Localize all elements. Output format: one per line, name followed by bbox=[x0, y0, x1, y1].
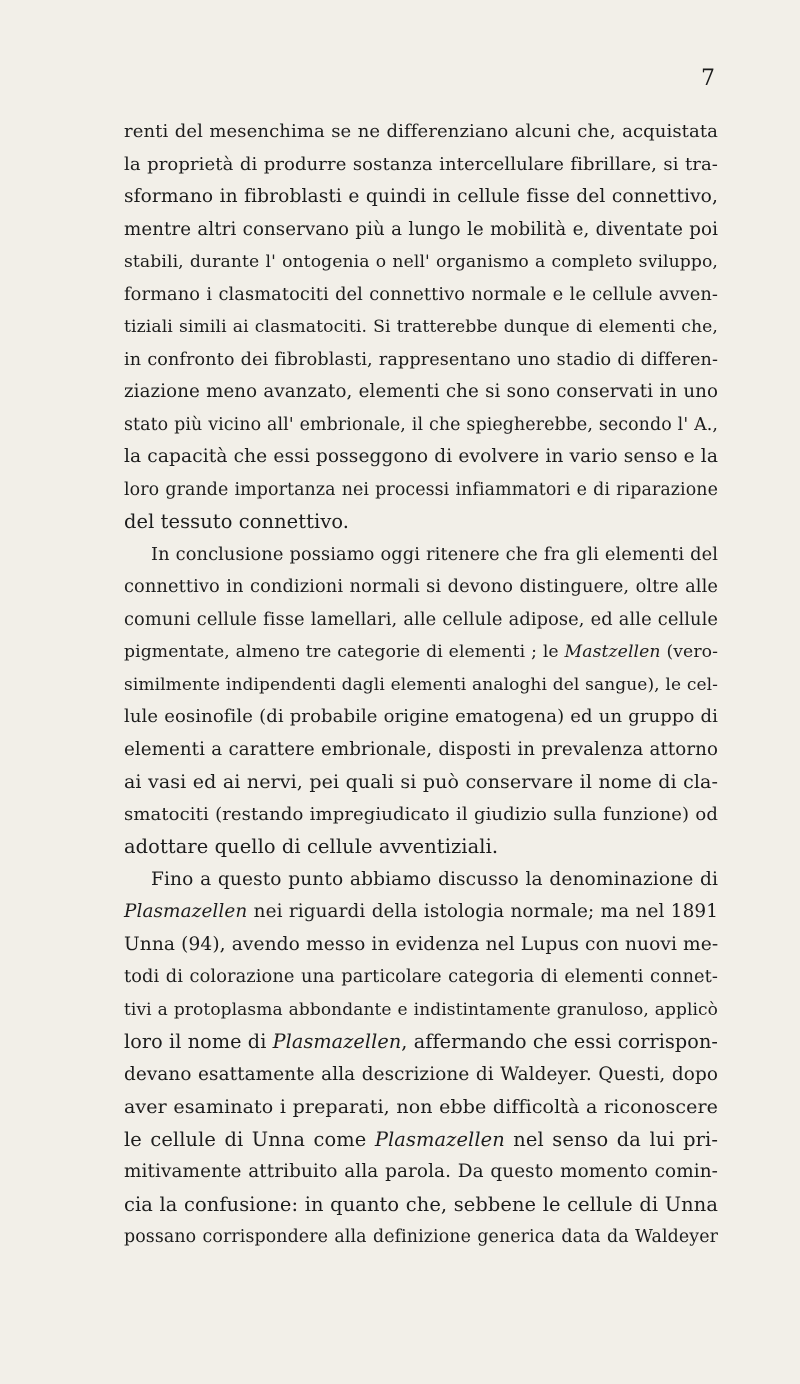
text-run: , affermando che essi corrispon- bbox=[401, 1030, 719, 1053]
text-line: ziazione meno avanzato, elementi che si sono conservati in uno bbox=[124, 381, 718, 402]
text-line bbox=[124, 1124, 718, 1157]
text-line: sformano in fibroblasti e quindi in cellule fisse del connettivo, bbox=[124, 186, 718, 207]
text-line: la capacità che essi posseggono di evolvere in vario senso e la bbox=[124, 446, 718, 467]
italic-term: Plasmazellen bbox=[124, 901, 248, 922]
text-line: in confronto dei fibroblasti, rappresentano uno stadio di differen- bbox=[124, 349, 718, 370]
text-line: tiziali simili ai clasmatociti. Si tratterebbe dunque di elementi che, bbox=[124, 317, 718, 337]
text-run: nei riguardi della istologia normale; ma nel 1891 bbox=[247, 901, 718, 922]
text-line: devano esattamente alla descrizione di Waldeyer. Questi, dopo bbox=[124, 1063, 718, 1085]
text-line: renti del mesenchima se ne differenziano alcuni che, acquistata bbox=[124, 121, 718, 142]
text-line bbox=[124, 1026, 718, 1059]
text-line: ai vasi ed ai nervi, pei quali si può conservare il nome di cla- bbox=[124, 771, 718, 793]
text-line: stato più vicino all' embrionale, il che spiegherebbe, secondo l' A., bbox=[124, 414, 718, 435]
italic-term: Plasmazellen bbox=[374, 1127, 505, 1151]
text-run: loro il nome di bbox=[124, 1030, 273, 1053]
text-line: connettivo in condizioni normali si devono distinguere, oltre alle bbox=[124, 576, 718, 597]
text-line bbox=[124, 896, 718, 929]
text-line: adottare quello di cellule avventiziali. bbox=[124, 835, 499, 858]
text-line: stabili, durante l' ontogenia o nell' organismo a completo sviluppo, bbox=[124, 252, 718, 272]
text-line: possano corrispondere alla definizione generica data da Waldeyer bbox=[124, 1227, 718, 1247]
text-line: smatociti (restando impregiudicato il giudizio sulla funzione) od bbox=[124, 803, 718, 825]
text-line: lule eosinofile (di probabile origine ematogena) ed un gruppo di bbox=[124, 706, 718, 727]
text-line: aver esaminato i preparati, non ebbe difficoltà a riconoscere bbox=[124, 1096, 718, 1118]
italic-term: Plasmazellen bbox=[272, 1030, 402, 1053]
paragraph-start-line: In conclusione possiamo oggi ritenere che fra gli elementi del bbox=[151, 543, 718, 565]
text-line: del tessuto connettivo. bbox=[124, 510, 350, 533]
text-line: comuni cellule fisse lamellari, alle cellule adipose, ed alle cellule bbox=[124, 608, 718, 630]
italic-term: Mastzellen bbox=[564, 642, 661, 662]
text-run: pigmentate, almeno tre categorie di elementi ; le bbox=[124, 642, 565, 662]
text-line: formano i clasmatociti del connettivo normale e le cellule avven- bbox=[124, 283, 718, 305]
text-line: mentre altri conservano più a lungo le mobilità e, diventate poi bbox=[124, 218, 718, 240]
text-run: (vero- bbox=[660, 642, 718, 662]
text-run: nel senso da lui pri- bbox=[504, 1127, 718, 1151]
text-line: la proprietà di produrre sostanza intercellulare fibrillare, si tra- bbox=[124, 153, 718, 175]
text-run: le cellule di Unna come bbox=[124, 1127, 375, 1151]
text-line: elementi a carattere embrionale, disposti in prevalenza attorno bbox=[124, 738, 718, 760]
body-text bbox=[124, 116, 718, 1254]
paragraph-start-line: Fino a questo punto abbiamo discusso la denominazione di bbox=[151, 868, 718, 890]
text-line: loro grande importanza nei processi infiammatori e di riparazione bbox=[124, 479, 718, 500]
text-line: todi di colorazione una particolare categoria di elementi connet- bbox=[124, 966, 718, 987]
text-line: Unna (94), avendo messo in evidenza nel Lupus con nuovi me- bbox=[124, 933, 719, 955]
text-line: mitivamente attribuito alla parola. Da questo momento comin- bbox=[124, 1161, 718, 1182]
text-line bbox=[124, 636, 718, 669]
text-line: cia la confusione: in quanto che, sebbene le cellule di Unna bbox=[124, 1192, 718, 1216]
text-line: tivi a protoplasma abbondante e indistintamente granuloso, applicò bbox=[124, 999, 718, 1020]
page-number: 7 bbox=[701, 66, 715, 91]
text-line: similmente indipendenti dagli elementi analoghi del sangue), le cel- bbox=[124, 674, 718, 695]
